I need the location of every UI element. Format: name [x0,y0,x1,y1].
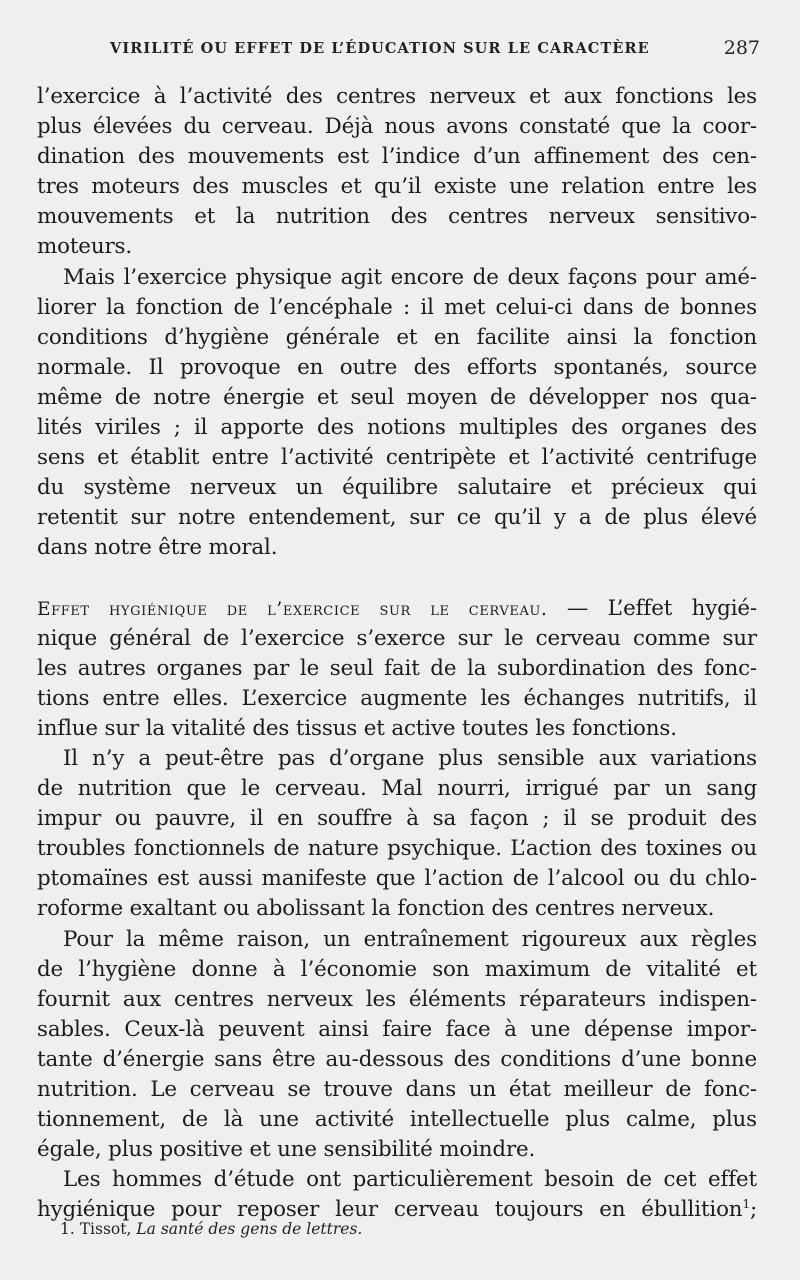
text-line: ptomaïnes est aussi manifeste que l’action de l’alcool ou du chlo- [37,866,757,892]
text-line: Mais l’exercice physique agit encore de deux façons pour amé- [63,264,757,290]
text-line: égale, plus positive et une sensibilité moindre. [37,1137,536,1163]
paragraph-1 [37,82,757,263]
text-line: impur ou pauvre, il en souffre à sa façon ; il se produit des [37,806,757,832]
paragraph-3 [37,594,757,744]
section-gap [37,564,757,594]
page-number: 287 [723,37,760,59]
text-line: troubles fonctionnels de nature psychique. L’action des toxines ou [37,836,757,862]
body-text [37,82,757,1225]
text-line: plus élevées du cerveau. Déjà nous avons constaté que la coor- [37,114,757,140]
footnote-number: 1. Tissot, [60,1220,132,1238]
text-line: influe sur la vitalité des tissus et active toutes les fonctions. [37,715,677,741]
text-fragment: ; [749,1197,757,1223]
paragraph-6 [37,1165,757,1225]
text-line: sables. Ceux-là peuvent ainsi faire face à une dépense impor- [37,1016,757,1042]
text-line: nutrition. Le cerveau se trouve dans un état meilleur de fonc- [37,1077,757,1102]
text-line: du système nerveux un équilibre salutaire et précieux qui [37,475,757,501]
text-line: fournit aux centres nerveux les éléments réparateurs indispen- [37,986,757,1012]
text-line: de nutrition que le cerveau. Mal nourri, irrigué par un sang [37,776,757,802]
paragraph-4 [37,744,757,925]
text-line: les autres organes par le seul fait de la subordination des fonc- [37,655,757,681]
running-head: VIRILITÉ OU EFFET DE L’ÉDUCATION SUR LE CARACTÈRE [110,40,650,57]
text-line: lités viriles ; il apporte des notions multiples des organes des [37,415,757,441]
paragraph-2 [37,263,757,564]
section-lead: — L’effet hygié- [547,595,757,621]
text-line: l’exercice à l’activité des centres nerveux et aux fonctions les [37,84,757,109]
text-line [37,594,757,624]
text-line: tres moteurs des muscles et qu’il existe une relation entre les [37,174,757,200]
footnote-title: La santé des gens de lettres. [136,1220,363,1238]
footnote [60,1220,362,1238]
footnote-mark: 1 [742,1197,750,1212]
text-line: même de notre énergie et seul moyen de développer nos qua- [37,384,757,410]
paragraph-5 [37,925,757,1166]
text-line: mouvements et la nutrition des centres nerveux sensitivo- [37,204,757,230]
text-line: liorer la fonction de l’encéphale : il met celui-ci dans de bonnes [37,294,757,320]
text-line: tionnement, de là une activité intellectuelle plus calme, plus [37,1107,757,1133]
text-line: roforme exaltant ou abolissant la fonction des centres nerveux. [37,896,715,922]
text-line: nique général de l’exercice s’exerce sur le cerveau comme sur [37,625,757,651]
text-line: Il n’y a peut-être pas d’organe plus sensible aux variations [63,745,757,771]
text-line: dans notre être moral. [37,535,278,561]
section-heading: Effet hygiénique de l’exercice sur le cerveau. [37,598,548,620]
text-line: Les hommes d’étude ont particulièrement besoin de cet effet [63,1167,757,1193]
text-line: Pour la même raison, un entraînement rigoureux aux règles [63,926,757,952]
text-line: moteurs. [37,234,132,260]
text-fragment: hygiénique pour reposer leur cerveau toujours en ébullition [37,1197,743,1223]
text-line: de l’hygiène donne à l’économie son maximum de vitalité et [37,956,757,982]
text-line: dination des mouvements est l’indice d’un affinement des cen- [37,144,757,170]
text-line: retentit sur notre entendement, sur ce qu’il y a de plus élevé [37,505,757,531]
text-line: conditions d’hygiène générale et en facilite ainsi la fonction [37,324,757,350]
text-line: sens et établit entre l’activité centripète et l’activité centrifuge [37,445,757,471]
text-line: tante d’énergie sans être au-dessous des conditions d’une bonne [37,1046,757,1072]
text-line: normale. Il provoque en outre des efforts spontanés, source [37,354,757,380]
text-line: tions entre elles. L’exercice augmente les échanges nutritifs, il [37,685,757,711]
page-header [110,37,760,70]
